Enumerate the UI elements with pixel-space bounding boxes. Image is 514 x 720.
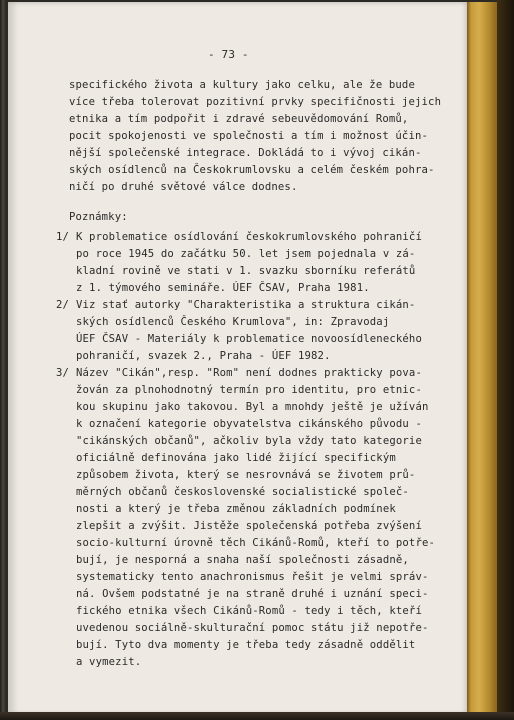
note-line: kladní rovině ve stati v 1. svazku sborníku referátů xyxy=(76,265,416,277)
paper-page xyxy=(8,2,467,714)
note-line: z 1. týmového semináře. ÚEF ČSAV, Praha 1981. xyxy=(76,282,370,294)
note-line: a vymezit. xyxy=(76,656,142,668)
note-line: Viz stať autorky "Charakteristika a struktura cikán- xyxy=(76,299,416,311)
note-line: "cikánských občanů", ačkoliv byla vždy tato kategorie xyxy=(76,435,422,447)
note-line: způsobem života, který se nesrovnává se životem prů- xyxy=(76,469,416,481)
notes-heading: Poznámky: xyxy=(69,211,128,223)
note-line: žován za plnohodnotný termín pro identitu, pro etnic- xyxy=(76,384,422,396)
book-edge xyxy=(497,0,514,720)
body-line: pocit spokojenosti ve společnosti a tím i možnost účin- xyxy=(69,130,429,142)
note-line: k označení kategorie obyvatelstva cikánského původu - xyxy=(76,418,422,430)
body-line: nější společenské integrace. Dokládá to i vývoj cikán- xyxy=(69,147,422,159)
body-line: specifického života a kultury jako celku, ale že bude xyxy=(69,79,415,91)
note-line: uvedenou sociálně-skulturační pomoc státu již nepotře- xyxy=(76,622,429,634)
note-line: ských osídlenců Českého Krumlova", in: Zpravodaj xyxy=(76,316,390,328)
note-line: oficiálně definována jako lidé žijící specifickým xyxy=(76,452,396,464)
note-line: kou skupinu jako takovou. Byl a mnohdy ještě je užíván xyxy=(76,401,429,413)
body-line: ských osídlenců na Českokrumlovsku a celém českém pohra- xyxy=(69,164,435,176)
note-line: ná. Ovšem podstatné je na straně druhé i uznání speci- xyxy=(76,588,429,600)
page-number: - 73 - xyxy=(208,48,249,61)
note-line: po roce 1945 do začátku 50. let jsem pojednala v zá- xyxy=(76,248,416,260)
note-line: bují, je nesporná a snaha naší společnosti zásadně, xyxy=(76,554,409,566)
scan-bottom-edge xyxy=(0,712,514,720)
note-line: systematicky tento anachronismus řešit je velmi správ- xyxy=(76,571,429,583)
note-line: měrných občanů československé socialistické společ- xyxy=(76,486,409,498)
note-number: 3/ xyxy=(56,367,70,379)
note-line: ÚEF ČSAV - Materiály k problematice novoosídleneckého xyxy=(76,333,422,345)
note-line: Název "Cikán",resp. "Rom" není dodnes prakticky pova- xyxy=(76,367,422,379)
body-line: etnika a tím podpořit i zdravé sebeuvědomování Romů, xyxy=(69,113,409,125)
body-line: ničí po druhé světové válce dodnes. xyxy=(69,181,298,193)
note-line: zlepšit a zvýšit. Jistěže společenská potřeba zvýšení xyxy=(76,520,422,532)
note-line: fického etnika všech Cikánů-Romů - tedy i těch, kteří xyxy=(76,605,422,617)
body-line: více třeba tolerovat pozitivní prvky specifičnosti jejich xyxy=(69,96,442,108)
note-number: 2/ xyxy=(56,299,70,311)
note-line: bují. Tyto dva momenty je třeba tedy zásadně oddělit xyxy=(76,639,416,651)
note-line: pohraničí, svazek 2., Praha - ÚEF 1982. xyxy=(76,350,331,362)
note-line: nosti a který je třeba změnou základních podmínek xyxy=(76,503,396,515)
note-line: socio-kulturní úrovně těch Cikánů-Romů, kteří to potře- xyxy=(76,537,436,549)
note-number: 1/ xyxy=(56,231,70,243)
book-spine xyxy=(467,2,497,714)
note-line: K problematice osídlování českokrumlovského pohraničí xyxy=(76,231,422,243)
